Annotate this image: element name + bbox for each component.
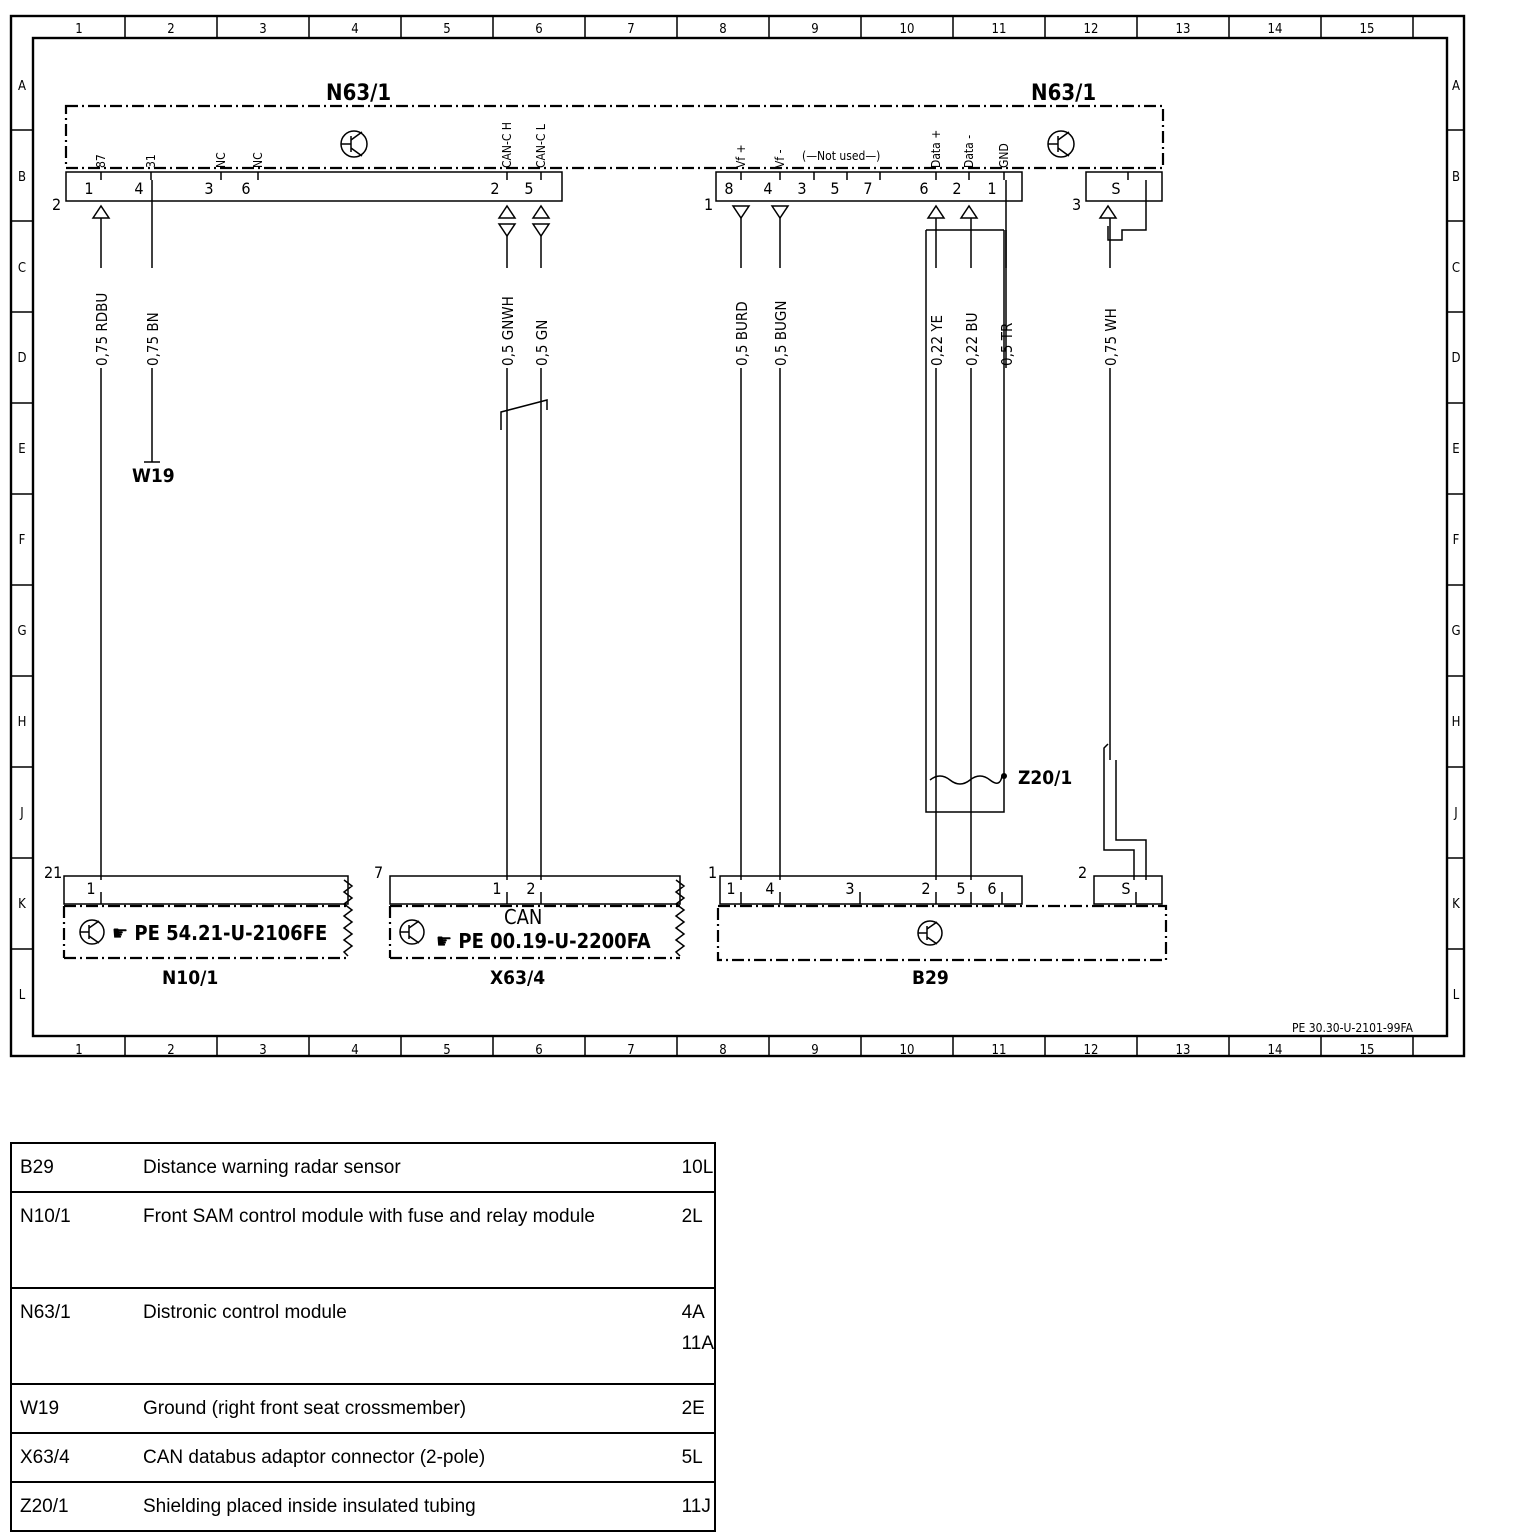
z20-label: Z20/1 (1018, 767, 1073, 789)
pin-number: 3 (204, 179, 214, 198)
pin-number: 5 (830, 179, 840, 198)
wire-label: 0,22 BU (963, 312, 981, 366)
grid-col-label: 4 (351, 1043, 359, 1058)
grid-col-label: 8 (719, 1043, 727, 1058)
pin-number: 7 (863, 179, 873, 198)
ground-symbol (144, 452, 160, 462)
pin-number: 1 (86, 879, 96, 898)
grid-col-label: 5 (443, 1043, 451, 1058)
grid-row-label: J (1454, 806, 1458, 821)
transistor-icon (918, 921, 942, 945)
connector-number: 3 (1072, 195, 1082, 214)
wire-label: 0,5 TR (998, 322, 1016, 366)
grid-col-label: 2 (167, 1043, 175, 1058)
grid-row-label: H (17, 715, 27, 730)
grid-row-label: D (17, 351, 27, 366)
pin-number: 6 (241, 179, 251, 198)
grid-col-label: 12 (1083, 22, 1099, 37)
wire-label: 0,5 GN (533, 319, 551, 366)
grid-row-labels-left (17, 79, 26, 1003)
grid-row-label: E (18, 442, 26, 457)
legend-position-value: 2L (681, 1206, 703, 1227)
x63-label: X63/4 (490, 967, 546, 989)
legend-description: Shielding placed inside insulated tubing (125, 1482, 676, 1531)
grid-row-label: E (1452, 442, 1460, 457)
legend-code: N10/1 (11, 1192, 125, 1288)
n63-label-left: N63/1 (326, 81, 392, 106)
legend-row (11, 1192, 715, 1288)
connector-number: 21 (44, 863, 63, 882)
pin-signal-label: NC (251, 152, 265, 168)
grid-row-label: C (1451, 261, 1461, 276)
can-twist-mark (501, 400, 547, 430)
grid-col-label: 13 (1175, 1043, 1191, 1058)
grid-col-label: 10 (899, 22, 915, 37)
pin-number: S (1111, 179, 1121, 198)
pin-number: S (1121, 879, 1131, 898)
pin-number: 1 (987, 179, 997, 198)
pin-number: 1 (726, 879, 736, 898)
pin-number: 4 (763, 179, 773, 198)
connector-number: 7 (374, 863, 384, 882)
shield-terminal-dot (1001, 773, 1007, 779)
transistor-icon (341, 131, 367, 157)
w19-label: W19 (132, 465, 175, 487)
n10-label: N10/1 (162, 967, 219, 989)
transistor-icon (1048, 131, 1074, 157)
pin-signal-label: 31 (144, 154, 158, 168)
legend-description: Distronic control module (125, 1288, 676, 1384)
pin-number: 2 (490, 179, 500, 198)
legend-row (11, 1433, 715, 1482)
pin-number: 6 (919, 179, 929, 198)
grid-row-labels-right (1451, 79, 1460, 1003)
grid-row-label: G (17, 624, 27, 639)
grid-col-label: 11 (991, 22, 1007, 37)
grid-row-label: B (1451, 170, 1461, 185)
pin-signal-label: NC (214, 152, 228, 168)
wire-label: 0,22 YE (928, 314, 946, 366)
legend-position (676, 1482, 715, 1531)
connector-number: 2 (1078, 863, 1088, 882)
wire-label: 0,5 GNWH (499, 296, 517, 366)
legend-row (11, 1288, 715, 1384)
legend-position-value: 4A (681, 1302, 705, 1323)
legend-code: W19 (11, 1384, 125, 1433)
legend-code: X63/4 (11, 1433, 125, 1482)
legend-description: Ground (right front seat crossmember) (125, 1384, 676, 1433)
legend-position (676, 1433, 715, 1482)
grid-col-label: 5 (443, 22, 451, 37)
grid-col-label: 1 (75, 22, 83, 37)
grid-row-label: F (1452, 533, 1460, 548)
grid-col-label: 3 (259, 1043, 267, 1058)
reference-link[interactable]: ☛ PE 00.19-U-2200FA (436, 929, 651, 953)
pin-number: 2 (952, 179, 962, 198)
grid-column-labels-top (75, 22, 1374, 37)
pin-signal-label: GND (997, 143, 1011, 168)
grid-col-label: 9 (811, 22, 819, 37)
legend-position-value: 2E (681, 1398, 705, 1419)
grid-col-label: 9 (811, 1043, 819, 1058)
pin-number: 3 (797, 179, 807, 198)
n63-module (52, 81, 1163, 236)
transistor-icon (400, 920, 424, 944)
grid-col-label: 10 (899, 1043, 915, 1058)
legend-position-value: 11A (681, 1333, 714, 1354)
grid-row-label: K (18, 897, 26, 912)
legend-code: B29 (20, 1157, 54, 1178)
grid-row-label: D (1451, 351, 1461, 366)
legend-position (676, 1192, 715, 1288)
wire-label: 0,5 BURD (733, 301, 751, 366)
drawing-number: PE 30.30-U-2101-99FA (1292, 1021, 1413, 1035)
pin-number: 6 (987, 879, 997, 898)
pin-number: 2 (526, 879, 536, 898)
legend-position (676, 1384, 715, 1433)
pin-number: 1 (84, 179, 94, 198)
pin-signal-label: CAN-C H (500, 122, 514, 168)
n63-label-right: N63/1 (1031, 81, 1097, 106)
grid-row-label: A (18, 79, 26, 94)
grid-col-label: 6 (535, 1043, 543, 1058)
not-used-label: (—Not used—) (802, 149, 881, 163)
pin-signal-label: Data + (929, 129, 943, 168)
pin-number: 3 (845, 879, 855, 898)
shield-wave (930, 776, 1002, 784)
grid-row-label: K (1452, 897, 1460, 912)
grid-row-label: C (17, 261, 27, 276)
legend-description: CAN databus adaptor connector (2-pole) (125, 1433, 676, 1482)
legend-table (10, 1142, 716, 1532)
grid-row-label: F (18, 533, 26, 548)
grid-col-label: 4 (351, 22, 359, 37)
wire-label: 0,5 BUGN (772, 300, 790, 366)
legend-description: Distance warning radar sensor (142, 1157, 401, 1178)
grid-row-label: H (1451, 715, 1461, 730)
legend-code: N63/1 (11, 1288, 125, 1384)
connector-number: 1 (704, 195, 714, 214)
grid-row-label: A (1452, 79, 1460, 94)
b29-label: B29 (912, 967, 949, 989)
grid-col-label: 11 (991, 1043, 1007, 1058)
pin-number: 5 (956, 879, 966, 898)
legend-code: Z20/1 (11, 1482, 125, 1531)
grid-row-label: G (1451, 624, 1461, 639)
grid-row-label: B (17, 170, 27, 185)
grid-col-label: 7 (627, 1043, 635, 1058)
wire-label: 0,75 BN (144, 312, 162, 366)
pin-signal-label: Vf + (734, 144, 748, 168)
grid-col-label: 13 (1175, 22, 1191, 37)
can-sublabel: CAN (504, 905, 543, 929)
grid-col-label: 14 (1267, 1043, 1283, 1058)
connector-number: 1 (708, 863, 718, 882)
legend-position-value: 11J (681, 1496, 711, 1517)
wires (93, 180, 1146, 880)
pin-number: 4 (134, 179, 144, 198)
pin-number: 5 (524, 179, 534, 198)
pin-number: 4 (765, 879, 775, 898)
wire-label: 0,75 WH (1102, 308, 1120, 366)
pin-number: 8 (724, 179, 734, 198)
legend-position-value: 5L (681, 1447, 703, 1468)
legend-position-value: 10L (681, 1157, 714, 1178)
legend-position (676, 1288, 715, 1384)
grid-row-label: L (18, 988, 26, 1003)
pin-signal-label: Data - (962, 134, 976, 168)
grid-col-label: 12 (1083, 1043, 1099, 1058)
b29-sensor (708, 863, 1166, 989)
connector-number: 2 (52, 195, 62, 214)
grid-row-label: L (1452, 988, 1460, 1003)
grid-col-label: 3 (259, 22, 267, 37)
legend-row (11, 1482, 715, 1531)
wire-label: 0,75 RDBU (93, 292, 111, 366)
pin-number: 2 (921, 879, 931, 898)
pin-signal-label: Vf - (773, 149, 787, 168)
grid-col-label: 14 (1267, 22, 1283, 37)
bottom-pins (86, 879, 1136, 904)
pin-signal-label: 87 (94, 154, 108, 168)
legend-row (11, 1143, 715, 1192)
pin-number: 1 (492, 879, 502, 898)
legend-position (676, 1143, 715, 1192)
reference-link[interactable]: ☛ PE 54.21-U-2106FE (112, 921, 328, 945)
grid-col-label: 7 (627, 22, 635, 37)
pin-signal-label: CAN-C L (534, 124, 548, 168)
grid-col-label: 15 (1359, 1043, 1375, 1058)
transistor-icon (80, 920, 104, 944)
legend-description: Front SAM control module with fuse and relay module (125, 1192, 676, 1288)
grid-row-label: J (20, 806, 24, 821)
grid-col-label: 1 (75, 1043, 83, 1058)
grid-col-label: 2 (167, 22, 175, 37)
grid-col-label: 15 (1359, 22, 1375, 37)
grid-col-label: 6 (535, 22, 543, 37)
grid-col-label: 8 (719, 22, 727, 37)
legend-row (11, 1384, 715, 1433)
